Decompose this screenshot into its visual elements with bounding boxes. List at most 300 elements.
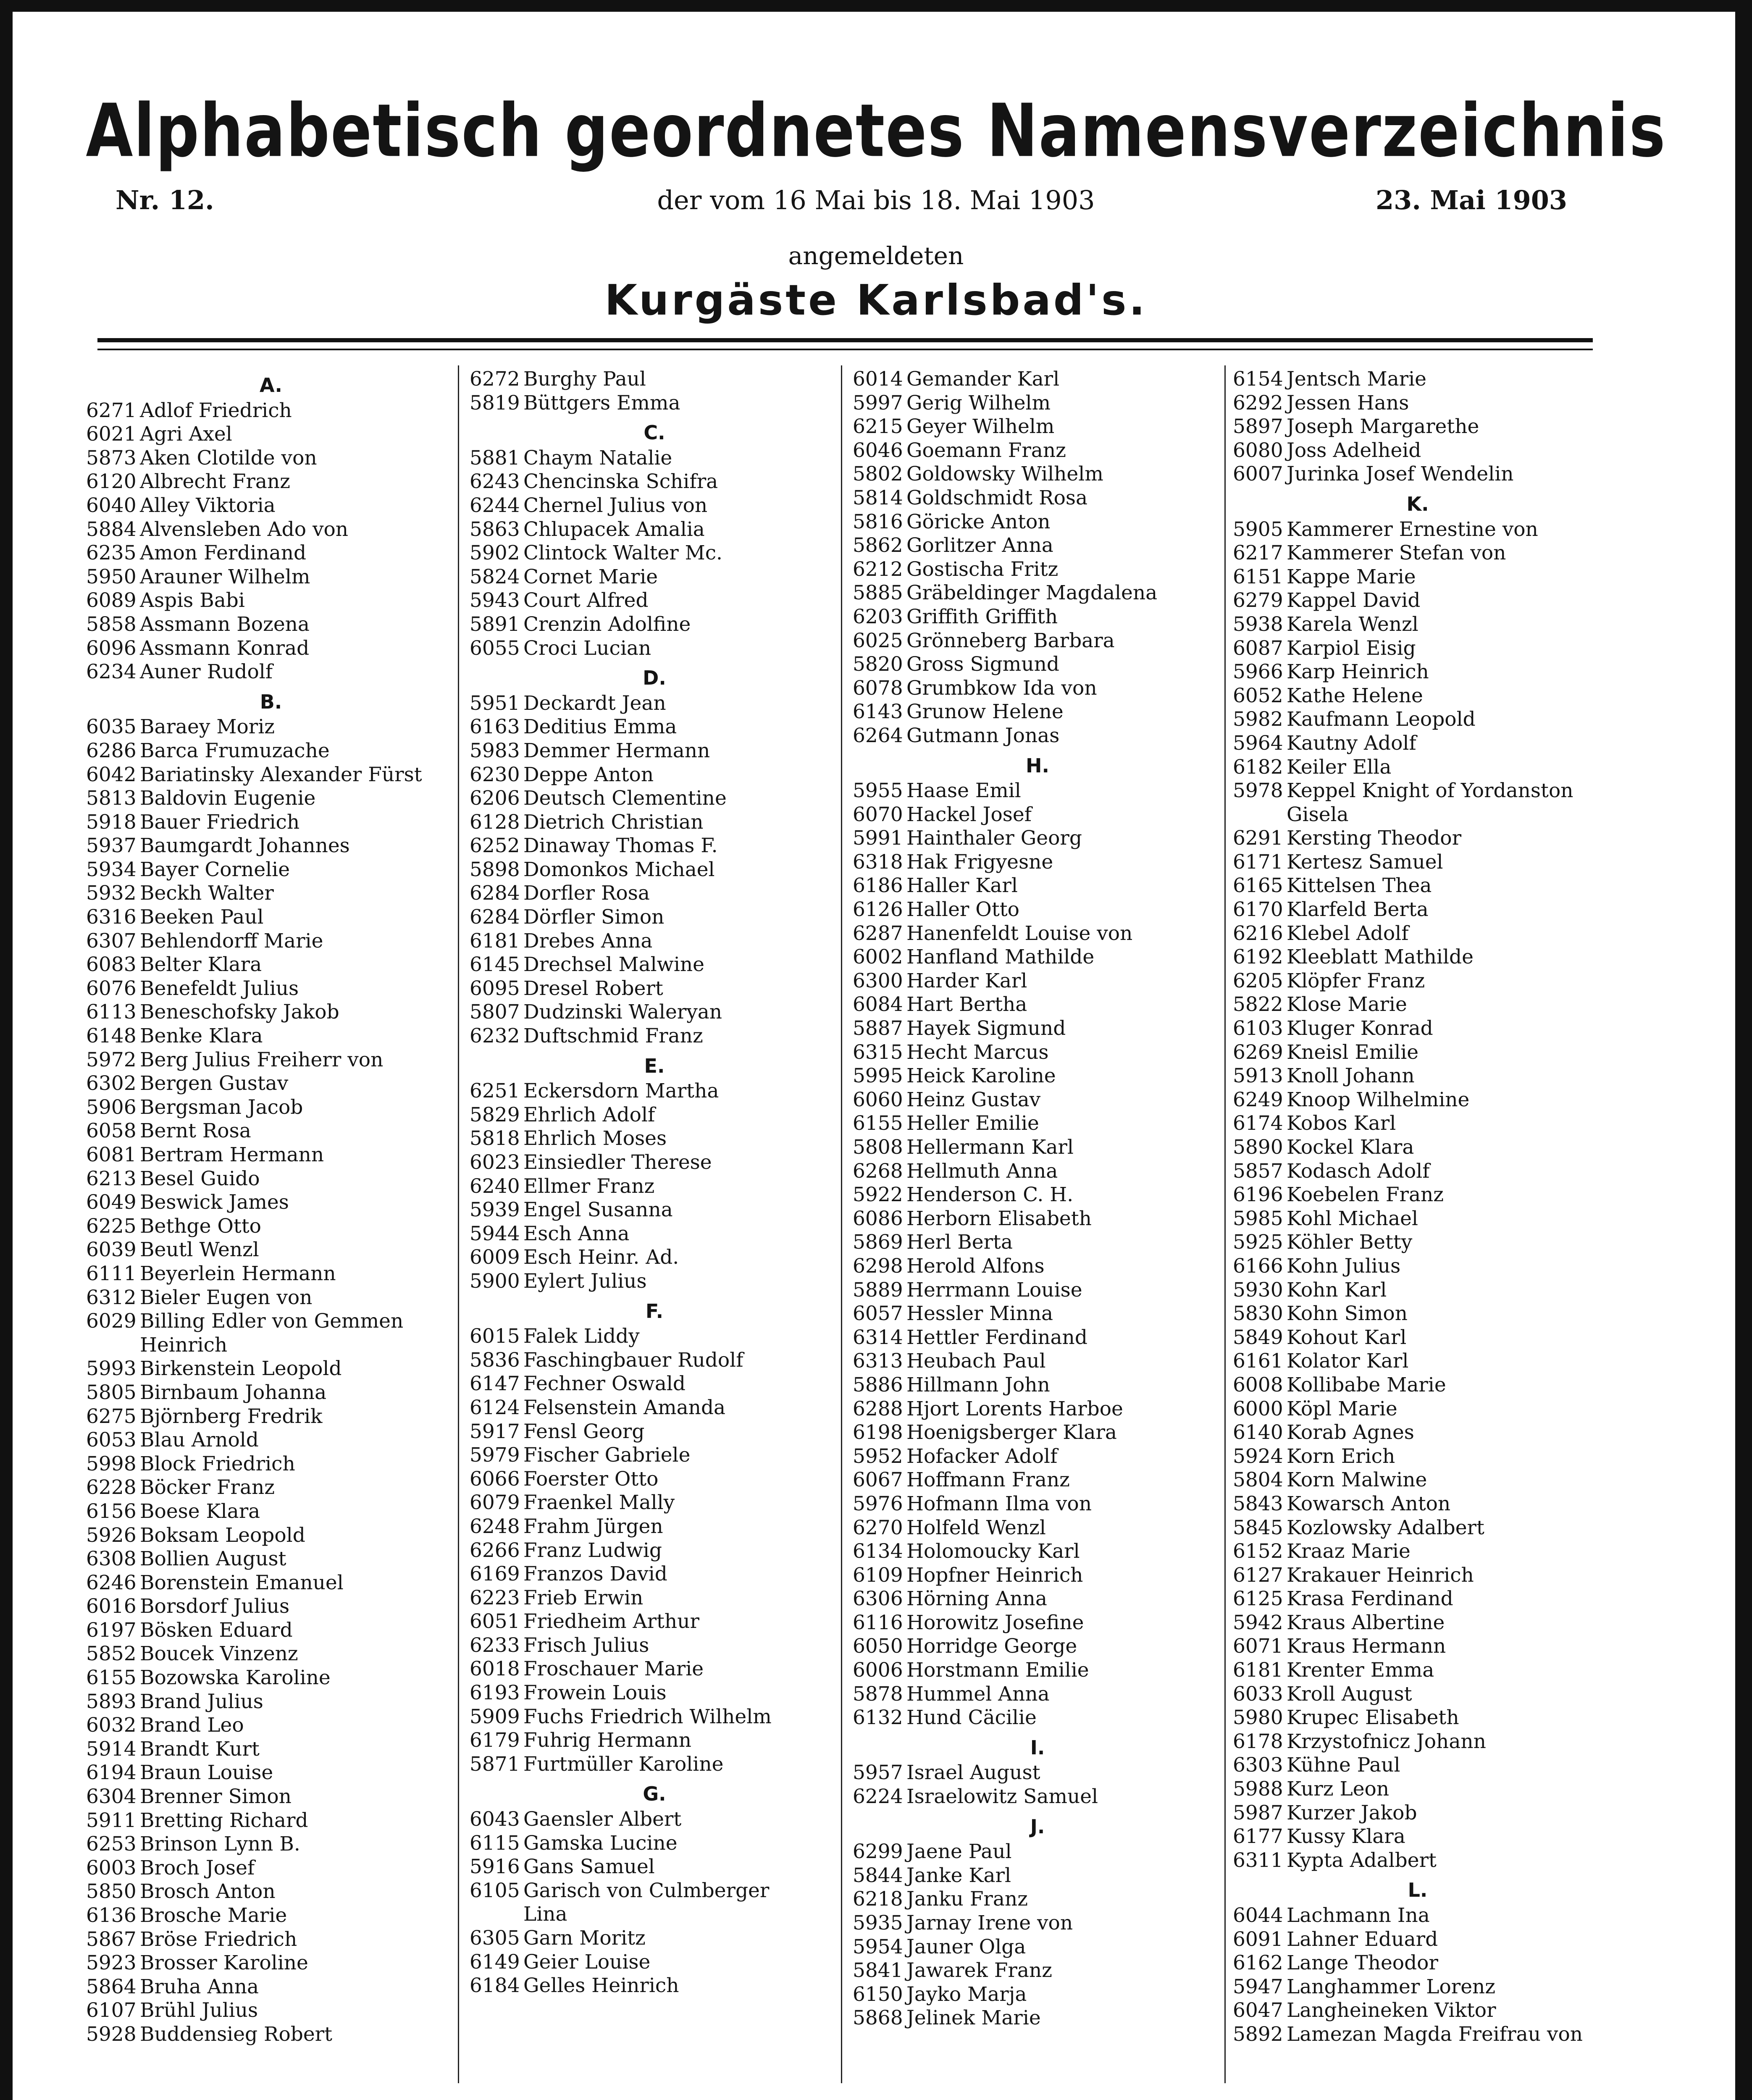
list-item xyxy=(86,1238,456,1262)
guest-number: 6125 xyxy=(1233,1587,1283,1611)
guest-number: 6165 xyxy=(1233,874,1283,898)
guest-name: Bretting Richard xyxy=(140,1809,308,1832)
list-item xyxy=(1233,850,1602,874)
guest-number: 6305 xyxy=(470,1927,520,1950)
guest-name: Kersting Theodor xyxy=(1287,827,1462,850)
guest-name: Hart Bertha xyxy=(906,993,1027,1016)
list-item xyxy=(470,1222,839,1246)
guest-number: 5873 xyxy=(86,446,137,470)
guest-number: 5897 xyxy=(1233,415,1283,438)
list-item xyxy=(470,518,839,542)
list-item xyxy=(1233,708,1602,732)
list-item xyxy=(470,1879,839,1903)
list-item xyxy=(853,1397,1222,1421)
guest-number: 5954 xyxy=(853,1935,903,1958)
guest-name: Hoffmann Franz xyxy=(906,1468,1070,1492)
guest-number: 5906 xyxy=(86,1095,137,1119)
list-item xyxy=(1233,1468,1602,1492)
list-item xyxy=(86,882,456,906)
guest-name: Lahner Eduard xyxy=(1287,1927,1438,1951)
guest-name: Brandt Kurt xyxy=(140,1737,260,1761)
guest-name: Drechsel Malwine xyxy=(523,953,704,976)
list-item xyxy=(470,715,839,739)
guest-number: 6151 xyxy=(1233,565,1283,588)
list-item xyxy=(86,1714,456,1738)
list-item xyxy=(470,929,839,953)
list-item xyxy=(853,1421,1222,1445)
list-item xyxy=(853,945,1222,969)
guest-name: Bayer Cornelie xyxy=(140,858,290,881)
list-item xyxy=(1233,1112,1602,1136)
guest-number: 5987 xyxy=(1233,1801,1283,1824)
guest-number: 5816 xyxy=(853,510,903,533)
guest-number: 6042 xyxy=(86,763,137,786)
guest-number: 6286 xyxy=(86,739,137,762)
guest-name: Haase Emil xyxy=(906,779,1021,803)
guest-number: 6225 xyxy=(86,1214,137,1238)
list-item xyxy=(470,763,839,787)
guest-number: 6046 xyxy=(853,438,903,462)
list-item xyxy=(470,1729,839,1753)
guest-name: Crenzin Adolfine xyxy=(523,612,691,636)
guest-number: 5818 xyxy=(470,1127,520,1150)
guest-name: Krenter Emma xyxy=(1287,1659,1434,1682)
guest-number: 6270 xyxy=(853,1516,903,1539)
list-item xyxy=(470,906,839,929)
guest-number: 5926 xyxy=(86,1523,137,1547)
guest-name: Beutl Wenzl xyxy=(140,1238,259,1262)
list-item xyxy=(1233,779,1602,803)
guest-number: 5924 xyxy=(1233,1444,1283,1468)
list-item xyxy=(470,1024,839,1048)
guest-number: 6217 xyxy=(1233,541,1283,565)
guest-number: 6287 xyxy=(853,921,903,945)
guest-name: Gerig Wilhelm xyxy=(906,391,1051,415)
guest-number: 6023 xyxy=(470,1151,520,1174)
guest-number: 5928 xyxy=(86,2022,137,2046)
guest-name: Krasa Ferdinand xyxy=(1287,1587,1453,1611)
guest-name: Drebes Anna xyxy=(523,929,653,953)
guest-number: 5805 xyxy=(86,1381,137,1404)
guest-name: Gorlitzer Anna xyxy=(906,534,1053,557)
list-item xyxy=(470,1000,839,1024)
list-item xyxy=(1233,874,1602,898)
guest-number: 6316 xyxy=(86,906,137,929)
list-item xyxy=(470,1396,839,1420)
guest-number: 6058 xyxy=(86,1119,137,1143)
guest-number: 5925 xyxy=(1233,1231,1283,1254)
list-item xyxy=(470,787,839,811)
guest-number: 6070 xyxy=(853,803,903,826)
guest-name: Domonkos Michael xyxy=(523,858,715,881)
guest-number: 6035 xyxy=(86,715,137,739)
guest-number: 6161 xyxy=(1233,1349,1283,1373)
list-item xyxy=(86,1215,456,1239)
guest-number: 5964 xyxy=(1233,731,1283,755)
guest-number: 5991 xyxy=(853,827,903,850)
list-item xyxy=(853,969,1222,993)
guest-number: 5998 xyxy=(86,1452,137,1475)
list-item xyxy=(853,1706,1222,1730)
guest-number: 6003 xyxy=(86,1856,137,1880)
guest-name: Bergen Gustav xyxy=(140,1072,289,1095)
list-item xyxy=(470,692,839,716)
guest-number: 6171 xyxy=(1233,850,1283,874)
guest-number: 6055 xyxy=(470,636,520,660)
guest-name: Gostischa Fritz xyxy=(906,557,1059,581)
guest-number: 6212 xyxy=(853,557,903,581)
guest-number: 5841 xyxy=(853,1959,903,1982)
list-item xyxy=(86,1856,456,1880)
guest-number: 6052 xyxy=(1233,684,1283,707)
list-item xyxy=(1233,565,1602,589)
guest-number: 5955 xyxy=(853,779,903,803)
guest-name-continued: Gisela xyxy=(1287,803,1349,826)
guest-number: 5824 xyxy=(470,565,520,588)
list-item xyxy=(853,462,1222,486)
guest-name: Kappel David xyxy=(1287,589,1421,612)
guest-number: 6169 xyxy=(470,1562,520,1586)
guest-name: Ellmer Franz xyxy=(523,1174,655,1198)
list-item xyxy=(470,541,839,565)
list-item xyxy=(1233,1492,1602,1516)
guest-number: 6000 xyxy=(1233,1397,1283,1420)
list-item xyxy=(86,1666,456,1690)
guest-number: 6268 xyxy=(853,1159,903,1183)
guest-name: Karela Wenzl xyxy=(1287,612,1418,636)
guest-name: Friedheim Arthur xyxy=(523,1610,699,1633)
guest-name: Bergsman Jacob xyxy=(140,1095,303,1119)
guest-name: Fuchs Friedrich Wilhelm xyxy=(523,1705,772,1728)
letter-heading: F. xyxy=(645,1299,664,1323)
guest-number: 6314 xyxy=(853,1326,903,1349)
guest-number: 5923 xyxy=(86,1951,137,1975)
guest-number: 6192 xyxy=(1233,945,1283,969)
guest-name: Garn Moritz xyxy=(523,1927,646,1950)
list-item xyxy=(1233,1041,1602,1065)
guest-number: 5871 xyxy=(470,1752,520,1776)
list-item xyxy=(86,1048,456,1072)
guest-name: Bröse Friedrich xyxy=(140,1927,297,1951)
guest-name: Ehrlich Moses xyxy=(523,1127,667,1150)
guest-name: Klebel Adolf xyxy=(1287,921,1409,945)
guest-name: Chernel Julius von xyxy=(523,494,708,517)
list-item xyxy=(853,1349,1222,1373)
list-item xyxy=(853,1136,1222,1160)
list-item xyxy=(853,1373,1222,1397)
guest-number: 6154 xyxy=(1233,368,1283,391)
guest-name: Dresel Robert xyxy=(523,976,663,1000)
list-item xyxy=(853,1112,1222,1136)
list-item xyxy=(1233,1207,1602,1231)
list-item xyxy=(1233,1706,1602,1730)
guest-name: Beneschofsky Jakob xyxy=(140,1000,339,1024)
list-item xyxy=(86,1975,456,1999)
guest-number: 6007 xyxy=(1233,462,1283,486)
list-item xyxy=(470,1950,839,1974)
guest-number: 5902 xyxy=(470,541,520,565)
guest-name: Hund Cäcilie xyxy=(906,1706,1037,1730)
guest-name: Faschingbauer Rudolf xyxy=(523,1348,743,1372)
list-item xyxy=(853,1911,1222,1935)
list-item xyxy=(86,1381,456,1405)
guest-name: Hak Frigyesne xyxy=(906,850,1053,874)
guest-number: 6113 xyxy=(86,1000,137,1024)
list-item xyxy=(1233,660,1602,684)
list-item xyxy=(470,977,839,1001)
guest-name: Hecht Marcus xyxy=(906,1040,1049,1064)
guest-number: 6206 xyxy=(470,787,520,810)
guest-number: 6284 xyxy=(470,882,520,905)
guest-number: 5863 xyxy=(470,517,520,541)
guest-number: 5852 xyxy=(86,1642,137,1666)
guest-number: 5918 xyxy=(86,810,137,834)
list-item xyxy=(470,811,839,835)
guest-name: Kohout Karl xyxy=(1287,1326,1407,1349)
list-item xyxy=(86,1310,456,1334)
guest-number: 6051 xyxy=(470,1610,520,1633)
guest-number: 5966 xyxy=(1233,660,1283,684)
guest-number: 6147 xyxy=(470,1372,520,1396)
list-item xyxy=(1233,1445,1602,1469)
guest-name: Amon Ferdinand xyxy=(140,541,307,565)
guest-number: 6240 xyxy=(470,1174,520,1198)
guest-name: Franz Ludwig xyxy=(523,1538,662,1562)
guest-name: Beeken Paul xyxy=(140,906,264,929)
guest-name: Felsenstein Amanda xyxy=(523,1396,726,1419)
guest-name: Cornet Marie xyxy=(523,565,658,588)
guest-name: Broch Josef xyxy=(140,1856,255,1880)
guest-number: 6216 xyxy=(1233,921,1283,945)
list-item xyxy=(470,470,839,494)
guest-name: Brand Leo xyxy=(140,1714,244,1737)
guest-number: 5917 xyxy=(470,1420,520,1443)
guest-number: 6145 xyxy=(470,953,520,976)
letter-heading: L. xyxy=(1408,1879,1428,1902)
guest-name: Birkenstein Leopold xyxy=(140,1357,342,1381)
list-item xyxy=(470,446,839,470)
list-item xyxy=(86,1524,456,1548)
guest-name: Holomoucky Karl xyxy=(906,1540,1080,1563)
list-item xyxy=(470,1927,839,1950)
list-item xyxy=(86,906,456,929)
guest-name: Kluger Konrad xyxy=(1287,1017,1433,1040)
list-item xyxy=(1233,1611,1602,1635)
guest-number: 6076 xyxy=(86,976,137,1000)
list-item xyxy=(853,1540,1222,1564)
guest-name: Kozlowsky Adalbert xyxy=(1287,1516,1484,1539)
list-item xyxy=(853,2006,1222,2030)
list-item xyxy=(1233,1754,1602,1777)
guest-name: Israelowitz Samuel xyxy=(906,1785,1098,1809)
guest-name: Horowitz Josefine xyxy=(906,1611,1084,1634)
list-item xyxy=(470,1246,839,1270)
list-item xyxy=(86,494,456,518)
guest-name: Birnbaum Johanna xyxy=(140,1381,327,1404)
guest-number: 5985 xyxy=(1233,1207,1283,1230)
guest-number: 6215 xyxy=(853,415,903,438)
guest-name: Karp Heinrich xyxy=(1287,660,1429,684)
list-item xyxy=(853,1160,1222,1184)
guest-name: Brinson Lynn B. xyxy=(140,1832,300,1856)
guest-number: 6266 xyxy=(470,1538,520,1562)
list-item xyxy=(86,1143,456,1167)
guest-number: 6140 xyxy=(1233,1421,1283,1444)
list-item xyxy=(853,700,1222,724)
guest-number: 6313 xyxy=(853,1349,903,1373)
guest-name: Jelinek Marie xyxy=(906,2006,1041,2030)
list-item xyxy=(86,660,456,684)
list-item xyxy=(1233,415,1602,439)
guest-name: Agri Axel xyxy=(140,423,232,446)
guest-number: 6251 xyxy=(470,1079,520,1103)
guest-number: 6306 xyxy=(853,1587,903,1611)
guest-name: Hoenigsberger Klara xyxy=(906,1421,1117,1444)
guest-name: Behlendorff Marie xyxy=(140,929,323,953)
guest-number: 6025 xyxy=(853,629,903,652)
guest-name: Herrmann Louise xyxy=(906,1278,1082,1302)
letter-heading: B. xyxy=(260,690,282,713)
guest-number: 5988 xyxy=(1233,1777,1283,1801)
guest-number: 6136 xyxy=(86,1904,137,1927)
guest-number: 6021 xyxy=(86,423,137,446)
guest-name: Kappe Marie xyxy=(1287,565,1416,588)
guest-number: 6303 xyxy=(1233,1754,1283,1777)
list-item xyxy=(86,1096,456,1120)
list-item xyxy=(470,1325,839,1349)
guest-name: Keppel Knight of Yordanston xyxy=(1287,779,1573,803)
list-item xyxy=(1233,684,1602,708)
guest-number: 6078 xyxy=(853,676,903,700)
guest-name: Franzos David xyxy=(523,1562,667,1586)
list-item xyxy=(1233,1278,1602,1302)
guest-number: 6299 xyxy=(853,1840,903,1864)
guest-name: Chaym Natalie xyxy=(523,446,672,470)
list-item xyxy=(470,1586,839,1610)
letter-heading: J. xyxy=(1030,1815,1045,1838)
guest-number: 5878 xyxy=(853,1682,903,1706)
guest-number: 6312 xyxy=(86,1286,137,1309)
guest-number: 6264 xyxy=(853,724,903,747)
list-item xyxy=(86,1928,456,1952)
list-item xyxy=(470,1349,839,1373)
guest-number: 6315 xyxy=(853,1040,903,1064)
list-item xyxy=(86,1191,456,1215)
guest-name: Frowein Louis xyxy=(523,1681,667,1705)
list-item xyxy=(1233,1951,1602,1975)
guest-number: 6134 xyxy=(853,1540,903,1563)
letter-heading: I. xyxy=(1030,1736,1045,1759)
guest-name: Dinaway Thomas F. xyxy=(523,834,718,858)
guest-number: 6109 xyxy=(853,1563,903,1587)
guest-name: Kurz Leon xyxy=(1287,1777,1390,1801)
announced-label: angemeldeten xyxy=(788,242,964,270)
guest-name: Gelles Heinrich xyxy=(523,1974,679,1998)
guest-name: Chencinska Schifra xyxy=(523,470,718,494)
guest-name: Court Alfred xyxy=(523,589,649,612)
list-item xyxy=(853,1785,1222,1809)
guest-name: Jauner Olga xyxy=(906,1935,1026,1958)
guest-name: Dietrich Christian xyxy=(523,810,704,834)
guest-number: 6155 xyxy=(86,1666,137,1690)
letter-heading: D. xyxy=(643,667,666,690)
list-item xyxy=(86,470,456,494)
list-item xyxy=(853,1864,1222,1888)
guest-number: 5935 xyxy=(853,1911,903,1935)
list-item xyxy=(470,1467,839,1491)
guest-name: Klöpfer Franz xyxy=(1287,969,1425,992)
list-item xyxy=(86,1262,456,1286)
guest-name: Berg Julius Freiherr von xyxy=(140,1048,383,1071)
list-item xyxy=(86,929,456,953)
header-rule-thin xyxy=(97,349,1593,350)
guest-number: 5905 xyxy=(1233,517,1283,541)
guest-name: Hofacker Adolf xyxy=(906,1444,1058,1468)
list-item xyxy=(853,1326,1222,1350)
guest-number: 6304 xyxy=(86,1785,137,1809)
list-item xyxy=(470,565,839,589)
guest-name: Bauer Friedrich xyxy=(140,810,300,834)
list-item xyxy=(853,1231,1222,1255)
guest-number: 6116 xyxy=(853,1611,903,1634)
list-item xyxy=(1233,1017,1602,1041)
list-item xyxy=(1233,1088,1602,1112)
guest-number: 6148 xyxy=(86,1024,137,1048)
guest-name: Hayek Sigmund xyxy=(906,1017,1066,1040)
guest-name: Björnberg Fredrik xyxy=(140,1404,323,1428)
guest-number: 5864 xyxy=(86,1975,137,1998)
guest-name: Aken Clotilde von xyxy=(140,446,317,470)
guest-name: Billing Edler von Gemmen xyxy=(140,1310,404,1333)
guest-name: Barca Frumuzache xyxy=(140,739,330,762)
guest-name: Hettler Ferdinand xyxy=(906,1326,1087,1349)
guest-name: Köhler Betty xyxy=(1287,1231,1413,1254)
list-item xyxy=(86,446,456,470)
list-item xyxy=(470,1808,839,1832)
list-item xyxy=(1233,1373,1602,1397)
list-item xyxy=(1233,1160,1602,1184)
column-divider xyxy=(458,365,459,2083)
guest-number: 6292 xyxy=(1233,391,1283,415)
page-title: Alphabetisch geordnetes Namensverzeichnis xyxy=(86,88,1666,174)
guest-name-continued: Lina xyxy=(523,1903,567,1926)
guest-number: 6300 xyxy=(853,969,903,992)
list-item xyxy=(853,1564,1222,1588)
guest-number: 6087 xyxy=(1233,636,1283,660)
guest-name: Deppe Anton xyxy=(523,763,654,786)
guest-number: 6150 xyxy=(853,1982,903,2006)
guest-name: Foerster Otto xyxy=(523,1467,659,1491)
guest-number: 5983 xyxy=(470,739,520,762)
guest-number: 6218 xyxy=(853,1887,903,1911)
guest-number: 5808 xyxy=(853,1136,903,1159)
list-item xyxy=(853,677,1222,701)
guest-name: Gutmann Jonas xyxy=(906,724,1060,747)
guest-number: 6205 xyxy=(1233,969,1283,992)
guest-name: Hanfland Mathilde xyxy=(906,945,1095,969)
guest-name: Arauner Wilhelm xyxy=(140,565,310,588)
list-item xyxy=(853,1017,1222,1041)
list-item xyxy=(86,1000,456,1024)
guest-number: 5885 xyxy=(853,581,903,605)
list-item xyxy=(470,494,839,518)
name-column-1 xyxy=(86,368,456,2047)
guest-name: Kobos Karl xyxy=(1287,1112,1396,1135)
list-item xyxy=(86,739,456,763)
guest-name: Korab Agnes xyxy=(1287,1421,1414,1444)
list-item xyxy=(470,1855,839,1879)
guest-number: 5995 xyxy=(853,1064,903,1088)
